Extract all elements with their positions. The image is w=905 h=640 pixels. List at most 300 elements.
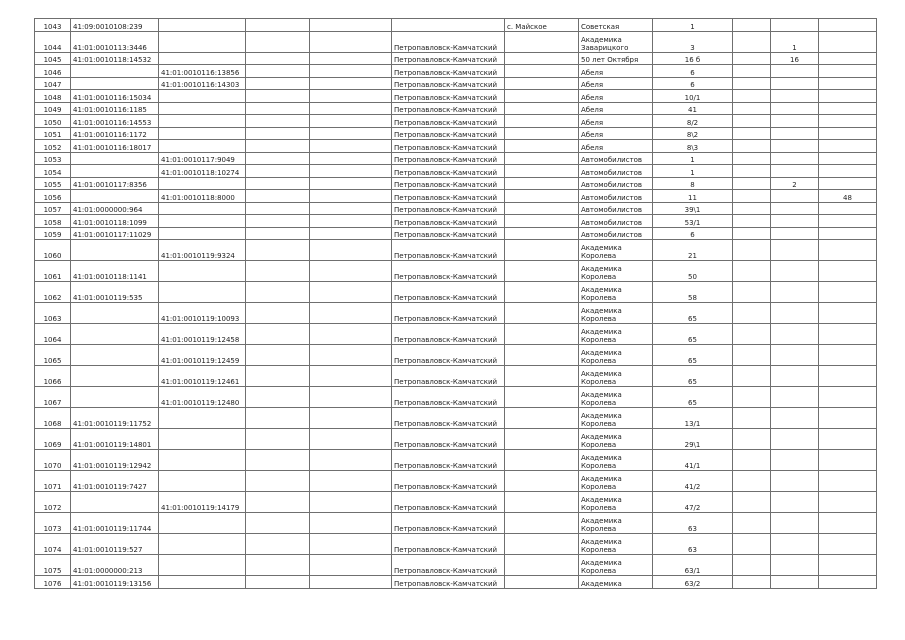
empty-cell bbox=[246, 576, 310, 589]
city-cell: Петропавловск-Камчатский bbox=[392, 127, 505, 140]
value-cell-a bbox=[771, 534, 819, 555]
locality-cell bbox=[505, 190, 579, 203]
row-number: 1048 bbox=[35, 90, 71, 103]
city-cell: Петропавловск-Камчатский bbox=[392, 261, 505, 282]
street-cell: Абеля bbox=[579, 90, 653, 103]
value-cell-a bbox=[771, 492, 819, 513]
table-row bbox=[35, 65, 877, 78]
house-number-cell: 6 bbox=[653, 227, 733, 240]
empty-cell bbox=[246, 52, 310, 65]
house-number-cell: 65 bbox=[653, 324, 733, 345]
empty-cell bbox=[246, 77, 310, 90]
value-cell-a bbox=[771, 555, 819, 576]
house-number-cell: 29\1 bbox=[653, 429, 733, 450]
row-number: 1047 bbox=[35, 77, 71, 90]
empty-cell bbox=[733, 366, 771, 387]
empty-cell bbox=[246, 366, 310, 387]
empty-cell bbox=[733, 65, 771, 78]
house-number-cell: 1 bbox=[653, 152, 733, 165]
locality-cell: с. Майское bbox=[505, 19, 579, 32]
house-number-cell: 3 bbox=[653, 31, 733, 52]
empty-cell bbox=[246, 202, 310, 215]
value-cell-b bbox=[819, 534, 877, 555]
cadastral-number-b bbox=[159, 52, 246, 65]
value-cell-b bbox=[819, 227, 877, 240]
table-row bbox=[35, 387, 877, 408]
value-cell-a bbox=[771, 102, 819, 115]
street-cell: Автомобилистов bbox=[579, 177, 653, 190]
value-cell-b bbox=[819, 492, 877, 513]
cadastral-number-b bbox=[159, 261, 246, 282]
empty-cell bbox=[310, 366, 392, 387]
city-cell: Петропавловск-Камчатский bbox=[392, 52, 505, 65]
value-cell-b bbox=[819, 282, 877, 303]
locality-cell bbox=[505, 303, 579, 324]
empty-cell bbox=[310, 127, 392, 140]
value-cell-b bbox=[819, 387, 877, 408]
empty-cell bbox=[733, 115, 771, 128]
value-cell-b bbox=[819, 345, 877, 366]
empty-cell bbox=[733, 387, 771, 408]
value-cell-b bbox=[819, 102, 877, 115]
value-cell-a bbox=[771, 165, 819, 178]
value-cell-b bbox=[819, 450, 877, 471]
value-cell-a bbox=[771, 227, 819, 240]
empty-cell bbox=[246, 165, 310, 178]
empty-cell bbox=[246, 429, 310, 450]
value-cell-a bbox=[771, 345, 819, 366]
city-cell: Петропавловск-Камчатский bbox=[392, 576, 505, 589]
city-cell: Петропавловск-Камчатский bbox=[392, 240, 505, 261]
empty-cell bbox=[310, 65, 392, 78]
cadastral-number-b bbox=[159, 450, 246, 471]
house-number-cell: 8\3 bbox=[653, 140, 733, 153]
row-number: 1050 bbox=[35, 115, 71, 128]
locality-cell bbox=[505, 52, 579, 65]
empty-cell bbox=[733, 102, 771, 115]
cadastral-number-a: 41:01:0000000:964 bbox=[71, 202, 159, 215]
cadastral-number-a: 41:01:0010119:11744 bbox=[71, 513, 159, 534]
street-cell: Автомобилистов bbox=[579, 152, 653, 165]
value-cell-a bbox=[771, 77, 819, 90]
cadastral-number-b bbox=[159, 127, 246, 140]
empty-cell bbox=[246, 492, 310, 513]
house-number-cell: 63 bbox=[653, 534, 733, 555]
table-row bbox=[35, 492, 877, 513]
locality-cell bbox=[505, 282, 579, 303]
city-cell: Петропавловск-Камчатский bbox=[392, 534, 505, 555]
cadastral-number-a: 41:01:0010119:535 bbox=[71, 282, 159, 303]
house-number-cell: 10/1 bbox=[653, 90, 733, 103]
cadastral-number-b bbox=[159, 429, 246, 450]
empty-cell bbox=[246, 102, 310, 115]
empty-cell bbox=[246, 190, 310, 203]
value-cell-b: 48 bbox=[819, 190, 877, 203]
locality-cell bbox=[505, 215, 579, 228]
value-cell-b bbox=[819, 240, 877, 261]
city-cell: Петропавловск-Камчатский bbox=[392, 492, 505, 513]
empty-cell bbox=[310, 90, 392, 103]
row-number: 1064 bbox=[35, 324, 71, 345]
table-row bbox=[35, 408, 877, 429]
row-number: 1061 bbox=[35, 261, 71, 282]
value-cell-b bbox=[819, 31, 877, 52]
cadastral-number-b bbox=[159, 177, 246, 190]
empty-cell bbox=[246, 152, 310, 165]
city-cell: Петропавловск-Камчатский bbox=[392, 303, 505, 324]
empty-cell bbox=[246, 408, 310, 429]
row-number: 1062 bbox=[35, 282, 71, 303]
empty-cell bbox=[733, 140, 771, 153]
cadastral-number-a bbox=[71, 366, 159, 387]
city-cell: Петропавловск-Камчатский bbox=[392, 165, 505, 178]
empty-cell bbox=[310, 177, 392, 190]
house-number-cell: 8 bbox=[653, 177, 733, 190]
cadastral-number-a: 41:01:0010118:1099 bbox=[71, 215, 159, 228]
table-row bbox=[35, 282, 877, 303]
value-cell-a bbox=[771, 366, 819, 387]
cadastral-number-b bbox=[159, 282, 246, 303]
row-number: 1069 bbox=[35, 429, 71, 450]
cadastral-number-a bbox=[71, 190, 159, 203]
empty-cell bbox=[246, 324, 310, 345]
house-number-cell: 41/2 bbox=[653, 471, 733, 492]
value-cell-b bbox=[819, 152, 877, 165]
locality-cell bbox=[505, 513, 579, 534]
street-cell: Академика Королева bbox=[579, 492, 653, 513]
cadastral-number-a: 41:01:0010116:14553 bbox=[71, 115, 159, 128]
empty-cell bbox=[310, 31, 392, 52]
locality-cell bbox=[505, 165, 579, 178]
street-cell: Абеля bbox=[579, 65, 653, 78]
empty-cell bbox=[246, 387, 310, 408]
table-row bbox=[35, 555, 877, 576]
city-cell: Петропавловск-Камчатский bbox=[392, 215, 505, 228]
value-cell-b bbox=[819, 165, 877, 178]
house-number-cell: 13/1 bbox=[653, 408, 733, 429]
street-cell: Автомобилистов bbox=[579, 227, 653, 240]
street-cell: Автомобилистов bbox=[579, 215, 653, 228]
street-cell: Советская bbox=[579, 19, 653, 32]
cadastral-number-b bbox=[159, 31, 246, 52]
house-number-cell: 41/1 bbox=[653, 450, 733, 471]
cadastral-number-b bbox=[159, 555, 246, 576]
empty-cell bbox=[310, 140, 392, 153]
city-cell: Петропавловск-Камчатский bbox=[392, 31, 505, 52]
locality-cell bbox=[505, 202, 579, 215]
cadastral-number-a: 41:01:0010119:11752 bbox=[71, 408, 159, 429]
table-row bbox=[35, 261, 877, 282]
cadastral-number-a: 41:01:0010117:11029 bbox=[71, 227, 159, 240]
row-number: 1049 bbox=[35, 102, 71, 115]
cadastral-number-b: 41:01:0010116:14303 bbox=[159, 77, 246, 90]
value-cell-b bbox=[819, 215, 877, 228]
empty-cell bbox=[246, 127, 310, 140]
house-number-cell: 63 bbox=[653, 513, 733, 534]
city-cell: Петропавловск-Камчатский bbox=[392, 202, 505, 215]
cadastral-number-b: 41:01:0010119:9324 bbox=[159, 240, 246, 261]
value-cell-b bbox=[819, 19, 877, 32]
locality-cell bbox=[505, 450, 579, 471]
city-cell: Петропавловск-Камчатский bbox=[392, 471, 505, 492]
house-number-cell: 21 bbox=[653, 240, 733, 261]
value-cell-b bbox=[819, 408, 877, 429]
value-cell-a bbox=[771, 324, 819, 345]
cadastral-number-a: 41:01:0000000:213 bbox=[71, 555, 159, 576]
value-cell-b bbox=[819, 513, 877, 534]
row-number: 1068 bbox=[35, 408, 71, 429]
value-cell-a bbox=[771, 303, 819, 324]
street-cell: Академика Королева bbox=[579, 429, 653, 450]
value-cell-a bbox=[771, 90, 819, 103]
empty-cell bbox=[310, 227, 392, 240]
value-cell-a bbox=[771, 140, 819, 153]
cadastral-number-a: 41:09:0010108:239 bbox=[71, 19, 159, 32]
value-cell-a bbox=[771, 65, 819, 78]
locality-cell bbox=[505, 227, 579, 240]
cadastral-number-b: 41:01:0010118:8000 bbox=[159, 190, 246, 203]
table-row bbox=[35, 227, 877, 240]
cadastral-number-b bbox=[159, 202, 246, 215]
table-row bbox=[35, 190, 877, 203]
row-number: 1071 bbox=[35, 471, 71, 492]
value-cell-a bbox=[771, 387, 819, 408]
value-cell-b bbox=[819, 576, 877, 589]
table-row bbox=[35, 450, 877, 471]
value-cell-b bbox=[819, 261, 877, 282]
row-number: 1052 bbox=[35, 140, 71, 153]
value-cell-b bbox=[819, 429, 877, 450]
value-cell-a bbox=[771, 471, 819, 492]
table-row bbox=[35, 366, 877, 387]
cadastral-number-a: 41:01:0010116:1172 bbox=[71, 127, 159, 140]
empty-cell bbox=[246, 303, 310, 324]
cadastral-number-a: 41:01:0010116:1185 bbox=[71, 102, 159, 115]
empty-cell bbox=[733, 429, 771, 450]
city-cell: Петропавловск-Камчатский bbox=[392, 408, 505, 429]
value-cell-a bbox=[771, 429, 819, 450]
empty-cell bbox=[246, 513, 310, 534]
table-row bbox=[35, 52, 877, 65]
city-cell: Петропавловск-Камчатский bbox=[392, 555, 505, 576]
city-cell: Петропавловск-Камчатский bbox=[392, 345, 505, 366]
cadastral-number-a bbox=[71, 65, 159, 78]
empty-cell bbox=[310, 429, 392, 450]
cadastral-number-b bbox=[159, 408, 246, 429]
street-cell: 50 лет Октября bbox=[579, 52, 653, 65]
locality-cell bbox=[505, 324, 579, 345]
empty-cell bbox=[733, 513, 771, 534]
cadastral-number-a: 41:01:0010117:8356 bbox=[71, 177, 159, 190]
city-cell: Петропавловск-Камчатский bbox=[392, 115, 505, 128]
empty-cell bbox=[246, 90, 310, 103]
empty-cell bbox=[310, 77, 392, 90]
empty-cell bbox=[310, 408, 392, 429]
cadastral-number-a: 41:01:0010118:1141 bbox=[71, 261, 159, 282]
value-cell-b bbox=[819, 77, 877, 90]
value-cell-a: 2 bbox=[771, 177, 819, 190]
value-cell-a: 16 bbox=[771, 52, 819, 65]
house-number-cell: 63/1 bbox=[653, 555, 733, 576]
street-cell: Академика Королева bbox=[579, 387, 653, 408]
city-cell: Петропавловск-Камчатский bbox=[392, 65, 505, 78]
empty-cell bbox=[733, 282, 771, 303]
table-row bbox=[35, 534, 877, 555]
row-number: 1051 bbox=[35, 127, 71, 140]
table-body bbox=[35, 19, 877, 589]
locality-cell bbox=[505, 65, 579, 78]
table-row bbox=[35, 140, 877, 153]
cadastral-number-a: 41:01:0010118:14532 bbox=[71, 52, 159, 65]
empty-cell bbox=[246, 65, 310, 78]
value-cell-a bbox=[771, 152, 819, 165]
empty-cell bbox=[310, 202, 392, 215]
locality-cell bbox=[505, 102, 579, 115]
cadastral-number-b: 41:01:0010119:14179 bbox=[159, 492, 246, 513]
row-number: 1063 bbox=[35, 303, 71, 324]
empty-cell bbox=[310, 555, 392, 576]
empty-cell bbox=[733, 227, 771, 240]
table-row bbox=[35, 177, 877, 190]
table-row bbox=[35, 471, 877, 492]
empty-cell bbox=[246, 177, 310, 190]
empty-cell bbox=[733, 31, 771, 52]
street-cell: Абеля bbox=[579, 127, 653, 140]
empty-cell bbox=[310, 450, 392, 471]
row-number: 1059 bbox=[35, 227, 71, 240]
cadastral-number-b: 41:01:0010119:12458 bbox=[159, 324, 246, 345]
city-cell: Петропавловск-Камчатский bbox=[392, 324, 505, 345]
city-cell: Петропавловск-Камчатский bbox=[392, 90, 505, 103]
empty-cell bbox=[733, 240, 771, 261]
table-row bbox=[35, 31, 877, 52]
value-cell-b bbox=[819, 303, 877, 324]
value-cell-a bbox=[771, 19, 819, 32]
row-number: 1072 bbox=[35, 492, 71, 513]
city-cell: Петропавловск-Камчатский bbox=[392, 387, 505, 408]
cadastral-number-b bbox=[159, 227, 246, 240]
cadastral-number-a bbox=[71, 77, 159, 90]
house-number-cell: 65 bbox=[653, 303, 733, 324]
empty-cell bbox=[310, 52, 392, 65]
row-number: 1056 bbox=[35, 190, 71, 203]
table-row bbox=[35, 429, 877, 450]
locality-cell bbox=[505, 345, 579, 366]
table-row bbox=[35, 202, 877, 215]
value-cell-b bbox=[819, 127, 877, 140]
row-number: 1054 bbox=[35, 165, 71, 178]
empty-cell bbox=[246, 227, 310, 240]
cadastral-number-b bbox=[159, 19, 246, 32]
house-number-cell: 8\2 bbox=[653, 127, 733, 140]
city-cell: Петропавловск-Камчатский bbox=[392, 102, 505, 115]
register-table-sheet bbox=[34, 18, 876, 589]
empty-cell bbox=[310, 324, 392, 345]
value-cell-a bbox=[771, 576, 819, 589]
city-cell: Петропавловск-Камчатский bbox=[392, 152, 505, 165]
empty-cell bbox=[310, 19, 392, 32]
empty-cell bbox=[310, 387, 392, 408]
house-number-cell: 58 bbox=[653, 282, 733, 303]
value-cell-a bbox=[771, 261, 819, 282]
street-cell: Абеля bbox=[579, 102, 653, 115]
cadastral-number-a bbox=[71, 324, 159, 345]
locality-cell bbox=[505, 240, 579, 261]
empty-cell bbox=[733, 471, 771, 492]
empty-cell bbox=[733, 576, 771, 589]
locality-cell bbox=[505, 127, 579, 140]
value-cell-b bbox=[819, 177, 877, 190]
cadastral-number-b bbox=[159, 115, 246, 128]
value-cell-a bbox=[771, 202, 819, 215]
house-number-cell: 53/1 bbox=[653, 215, 733, 228]
row-number: 1076 bbox=[35, 576, 71, 589]
value-cell-b bbox=[819, 140, 877, 153]
house-number-cell: 63/2 bbox=[653, 576, 733, 589]
house-number-cell: 8/2 bbox=[653, 115, 733, 128]
value-cell-a bbox=[771, 513, 819, 534]
empty-cell bbox=[733, 52, 771, 65]
value-cell-a bbox=[771, 190, 819, 203]
cadastral-number-b: 41:01:0010119:10093 bbox=[159, 303, 246, 324]
empty-cell bbox=[733, 90, 771, 103]
row-number: 1074 bbox=[35, 534, 71, 555]
city-cell: Петропавловск-Камчатский bbox=[392, 450, 505, 471]
value-cell-a bbox=[771, 127, 819, 140]
row-number: 1046 bbox=[35, 65, 71, 78]
cadastral-number-a bbox=[71, 345, 159, 366]
empty-cell bbox=[310, 152, 392, 165]
empty-cell bbox=[246, 115, 310, 128]
street-cell: Академика Королева bbox=[579, 450, 653, 471]
table-row bbox=[35, 324, 877, 345]
row-number: 1043 bbox=[35, 19, 71, 32]
cadastral-number-b bbox=[159, 102, 246, 115]
cadastral-number-b: 41:01:0010116:13856 bbox=[159, 65, 246, 78]
empty-cell bbox=[310, 303, 392, 324]
row-number: 1067 bbox=[35, 387, 71, 408]
empty-cell bbox=[310, 345, 392, 366]
empty-cell bbox=[246, 534, 310, 555]
house-number-cell: 11 bbox=[653, 190, 733, 203]
street-cell: Академика Королева bbox=[579, 282, 653, 303]
empty-cell bbox=[733, 77, 771, 90]
locality-cell bbox=[505, 492, 579, 513]
empty-cell bbox=[310, 215, 392, 228]
cadastral-number-b bbox=[159, 215, 246, 228]
locality-cell bbox=[505, 177, 579, 190]
house-number-cell: 1 bbox=[653, 19, 733, 32]
value-cell-b bbox=[819, 90, 877, 103]
table-row bbox=[35, 115, 877, 128]
house-number-cell: 6 bbox=[653, 65, 733, 78]
empty-cell bbox=[310, 102, 392, 115]
empty-cell bbox=[733, 202, 771, 215]
table-row bbox=[35, 240, 877, 261]
value-cell-b bbox=[819, 115, 877, 128]
empty-cell bbox=[733, 450, 771, 471]
street-cell: Академика Королева bbox=[579, 471, 653, 492]
locality-cell bbox=[505, 576, 579, 589]
empty-cell bbox=[733, 303, 771, 324]
empty-cell bbox=[246, 261, 310, 282]
cadastral-number-b: 41:01:0010119:12480 bbox=[159, 387, 246, 408]
table-row bbox=[35, 127, 877, 140]
empty-cell bbox=[310, 115, 392, 128]
empty-cell bbox=[310, 190, 392, 203]
cadastral-number-b bbox=[159, 534, 246, 555]
locality-cell bbox=[505, 90, 579, 103]
